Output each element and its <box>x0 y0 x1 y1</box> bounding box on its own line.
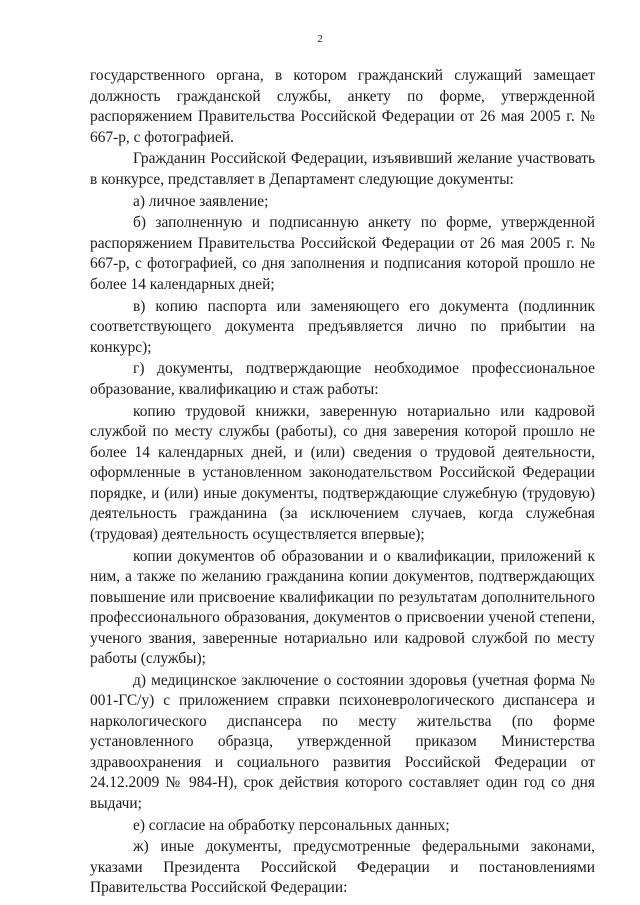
document-body <box>90 66 595 900</box>
list-item-d: д) медицинское заключение о состоянии здоровья (учетная форма № 001-ГС/у) с приложением справки психоневрологического диспансера и наркологического диспансера по месту жительства (по форме установленного образца, утвержденной приказом Министерства здравоохранения и социального развития Российской Федерации от 24.12.2009 № 984-Н), срок действия которого составляет один год со дня выдачи; <box>90 671 595 812</box>
list-subitem-education: копии документов об образовании и о квалификации, приложений к ним, а также по желанию гражданина копии документов, подтверждающих повышение или присвоение квалификации по результатам дополнительного профессионального образования, документов о присвоении ученой степени, ученого звания, заверенные нотариально или кадровой службой по месту работы (службы); <box>90 547 595 668</box>
paragraph-intro: Гражданин Российской Федерации, изъявивший желание участвовать в конкурсе, представляет в Департамент следующие документы: <box>90 150 595 188</box>
list-item-e: е) согласие на обработку персональных данных; <box>133 816 450 834</box>
list-item-v: в) копию паспорта или заменяющего его документа (подлинник соответствующего документа предъявляется лично по прибытии на конкурс); <box>90 297 595 356</box>
list-item-a: а) личное заявление; <box>133 192 269 210</box>
page-number: 2 <box>317 33 323 45</box>
list-item-zh: ж) иные документы, предусмотренные федеральными законами, указами Президента Российской Федерации и постановлениями Правительства Российской Федерации: <box>90 838 595 897</box>
list-item-b: б) заполненную и подписанную анкету по форме, утвержденной распоряжением Правительства Российской Федерации от 26 мая 2005 г. № 667-р, с фотографией, со дня заполнения и подписания которой прошло не более 14 календарных дней; <box>90 214 595 293</box>
list-subitem-work-record: копию трудовой книжки, заверенную нотариально или кадровой службой по месту службы (работы), со дня заверения которой прошло не более 14 календарных дней, и (или) сведения о трудовой деятельности, оформленные в установленном законодательством Российской Федерации порядке, и (или) иные документы, подтверждающие служебную (трудовую) деятельность гражданина (за исключением случаев, когда служебная (трудовая) деятельность осуществляется впервые); <box>90 402 595 543</box>
paragraph-continuation: государственного органа, в котором гражданский служащий замещает должность гражданской службы, анкету по форме, утвержденной распоряжением Правительства Российской Федерации от 26 мая 2005 г. № 667-р, с фотографией. <box>90 67 595 146</box>
list-item-g: г) документы, подтверждающие необходимое профессиональное образование, квалификацию и стаж работы: <box>90 360 595 398</box>
